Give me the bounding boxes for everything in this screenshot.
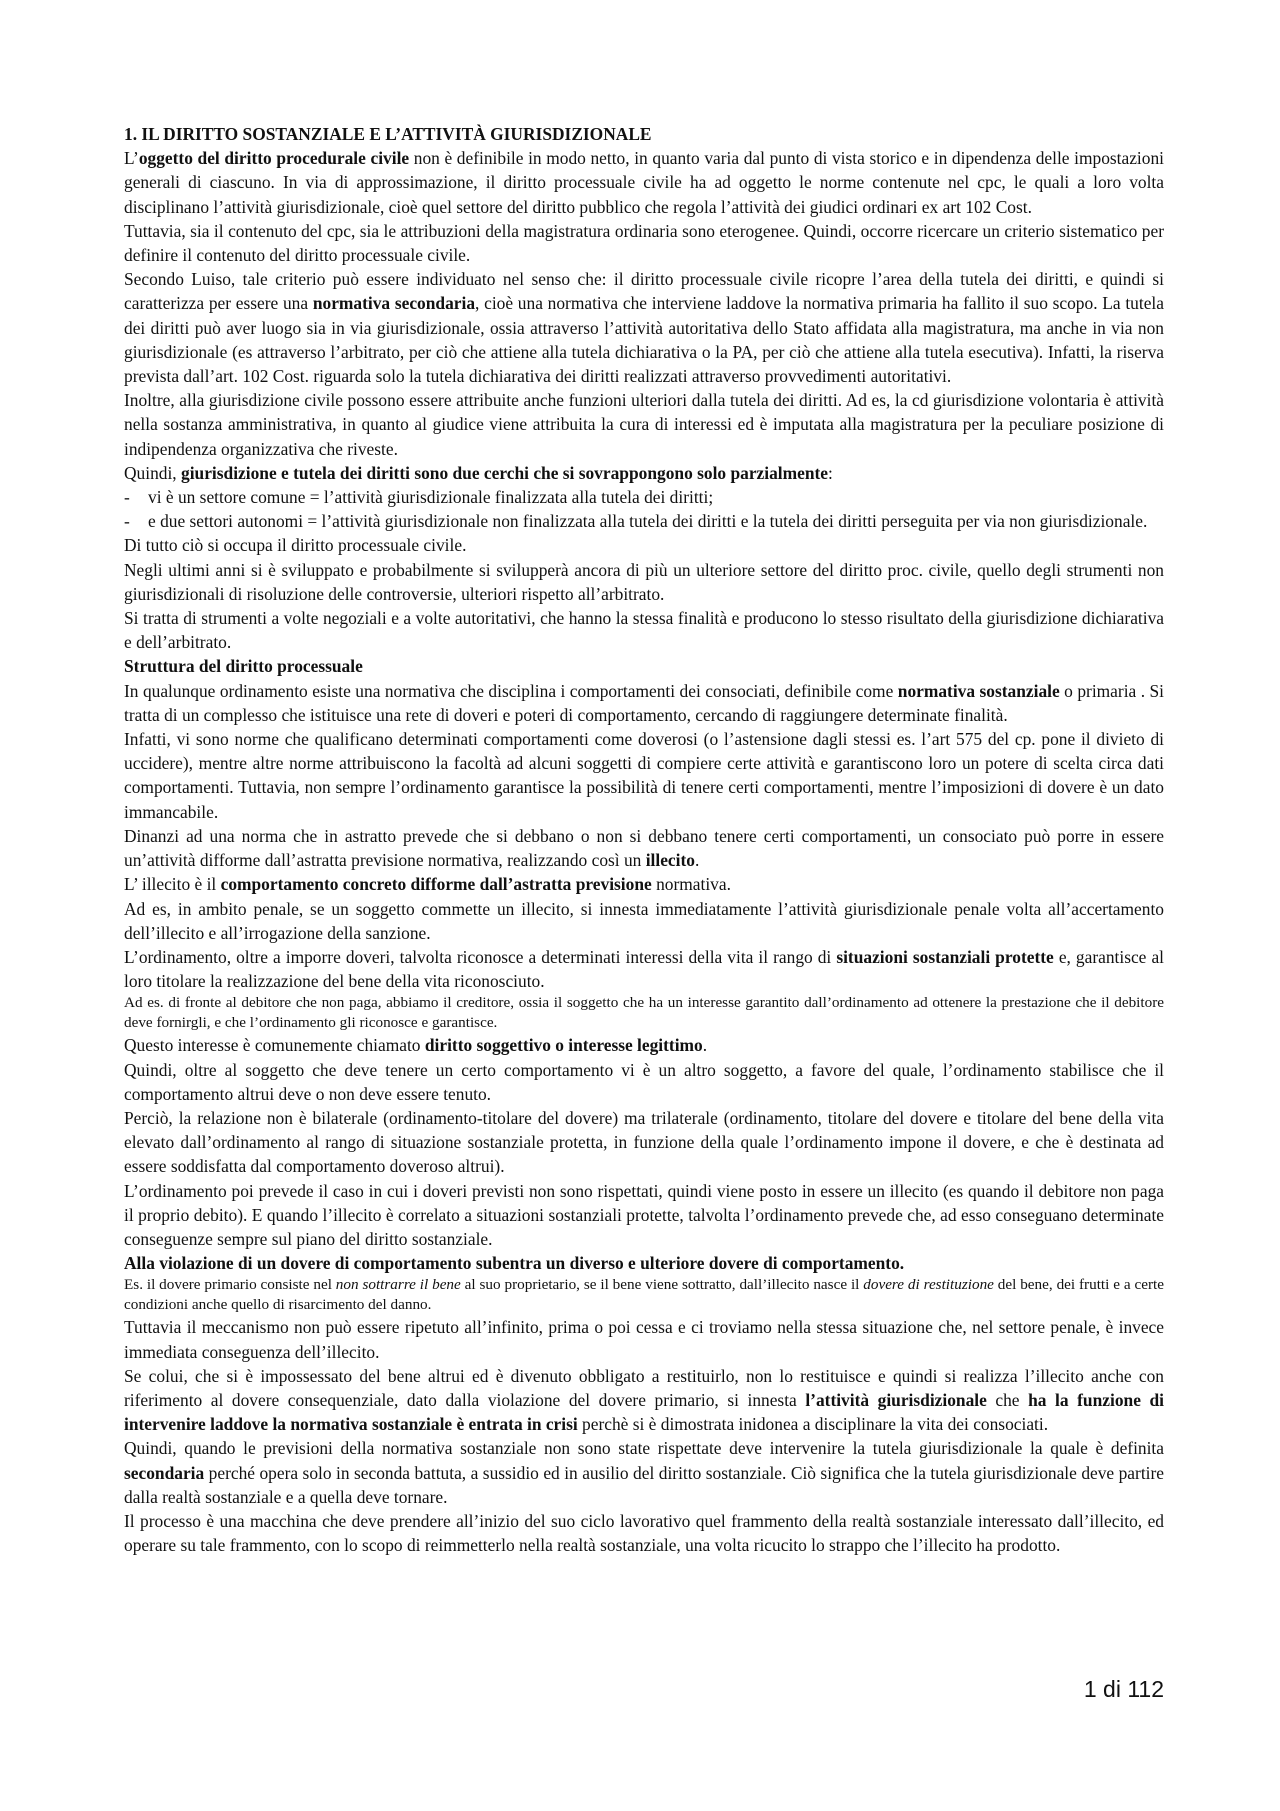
paragraph: Se colui, che si è impossessato del bene altrui ed è divenuto obbligato a restituirlo, non lo restituisce e quindi si realizza l’illecito anche con riferimento al dovere consequenziale, dato dalla violazione del dovere primario, si innesta l’attività giurisdizionale che ha la funzione di intervenire laddove la normativa sostanziale è entrata in crisi perchè si è dimostrata inidonea a disciplinare la vita dei consociati. xyxy=(124,1365,1164,1435)
paragraph: Perciò, la relazione non è bilaterale (ordinamento-titolare del dovere) ma trilaterale (ordinamento, titolare del dovere e titolare del bene della vita elevato dall’ordinamento al rango di situazione sostanziale protetta, in funzione della quale l’ordinamento impone il dovere, e che è destinata ad essere soddisfatta dal comportamento doveroso altrui). xyxy=(124,1107,1164,1177)
paragraph: Di tutto ciò si occupa il diritto processuale civile. xyxy=(124,535,467,556)
document-page xyxy=(124,122,1164,1557)
paragraph: In qualunque ordinamento esiste una normativa che disciplina i comportamenti dei consociati, definibile come normativa sostanziale o primaria . Si tratta di un complesso che istituisce una rete di doveri e poteri di comportamento, cercando di raggiungere determinate finalità. xyxy=(124,680,1165,725)
paragraph: Negli ultimi anni si è sviluppato e probabilmente si svilupperà ancora di più un ulteriore settore del diritto proc. civile, quello degli strumenti non giurisdizionali di risoluzione delle controversie, ulteriori rispetto all’arbitrato. xyxy=(124,559,1164,604)
paragraph: Secondo Luiso, tale criterio può essere individuato nel senso che: il diritto processuale civile ricopre l’area della tutela dei diritti, e quindi si caratterizza per essere una normativa secondaria, cioè una normativa che interviene laddove la normativa primaria ha fallito il suo scopo. La tutela dei diritti può aver luogo sia in via giurisdizionale, ossia attraverso l’attività autoritativa dello Stato affidata alla magistratura, ma anche in via non giurisdizionale (es attraverso l’arbitrato, per ciò che attiene alla tutela dichiarativa o la PA, per ciò che attiene alla tutela esecutiva). Infatti, la riserva prevista dall’art. 102 Cost. riguarda solo la tutela dichiarativa dei diritti realizzati attraverso provvedimenti autoritativi. xyxy=(124,269,1164,387)
paragraph: Dinanzi ad una norma che in astratto prevede che si debbano o non si debbano tenere certi comportamenti, un consociato può porre in essere un’attività difforme dall’astratta previsione normativa, realizzando così un illecito. xyxy=(124,825,1164,871)
paragraph: L’ordinamento, oltre a imporre doveri, talvolta riconosce a determinati interessi della vita il rango di situazioni sostanziali protette e, garantisce al loro titolare la realizzazione del bene della vita riconosciuto. xyxy=(124,946,1164,992)
example-note: Ad es. di fronte al debitore che non paga, abbiamo il creditore, ossia il soggetto che ha un interesse garantito dall’ordinamento ad ottenere la prestazione che il debitore deve fornirgli, e che l’ordinamento gli riconosce e garantisce. xyxy=(124,994,1164,1032)
section-title: 1. IL DIRITTO SOSTANZIALE E L’ATTIVITÀ GIURISDIZIONALE xyxy=(124,124,652,144)
subheading: Struttura del diritto processuale xyxy=(124,656,363,677)
example-note: Es. il dovere primario consiste nel non sottrarre il bene al suo proprietario, se il bene viene sottratto, dall’illecito nasce il dovere di restituzione del bene, dei frutti e a certe condizioni anche quello di risarcimento del danno. xyxy=(124,1276,1164,1314)
paragraph: L’oggetto del diritto procedurale civile non è definibile in modo netto, in quanto varia dal punto di vista storico e in dipendenza delle impostazioni generali di ciascuno. In via di approssimazione, il diritto processuale civile ha ad oggetto le norme contenute nel cpc, le quali a loro volta disciplinano l’attività giurisdizionale, cioè quel settore del diritto pubblico che regola l’attività dei giudici ordinari ex art 102 Cost. xyxy=(124,148,1164,217)
page-number: 1 di 112 xyxy=(1083,1676,1164,1702)
paragraph: Si tratta di strumenti a volte negoziali e a volte autoritativi, che hanno la stessa finalità e producono lo stesso risultato della giurisdizione dichiarativa e dell’arbitrato. xyxy=(124,608,1164,653)
paragraph: Tuttavia, sia il contenuto del cpc, sia le attribuzioni della magistratura ordinaria sono eterogenee. Quindi, occorre ricercare un criterio sistematico per definire il contenuto del diritto processuale civile. xyxy=(124,220,1164,266)
paragraph: Questo interesse è comunemente chiamato diritto soggettivo o interesse legittimo. xyxy=(124,1035,708,1056)
list-item: - e due settori autonomi = l’attività giurisdizionale non finalizzata alla tutela dei diritti e la tutela dei diritti perseguita per via non giurisdizionale. xyxy=(124,509,1164,533)
paragraph: L’ illecito è il comportamento concreto difforme dall’astratta previsione normativa. xyxy=(124,874,731,895)
paragraph: L’ordinamento poi prevede il caso in cui i doveri previsti non sono rispettati, quindi viene posto in essere un illecito (es quando il debitore non paga il proprio debito). E quando l’illecito è correlato a situazioni sostanziali protette, talvolta l’ordinamento prevede che, ad esso conseguano determinate conseguenze sempre sul piano del diritto sostanziale. xyxy=(124,1180,1164,1249)
paragraph: Tuttavia il meccanismo non può essere ripetuto all’infinito, prima o poi cessa e ci troviamo nella stessa situazione che, nel settore penale, è invece immediata conseguenza dell’illecito. xyxy=(124,1317,1164,1362)
bold-statement: Alla violazione di un dovere di comportamento subentra un diverso e ulteriore dovere di comportamento. xyxy=(124,1253,905,1274)
paragraph: Quindi, quando le previsioni della normativa sostanziale non sono state rispettate deve intervenire la tutela giurisdizionale la quale è definita secondaria perché opera solo in seconda battuta, a sussidio ed in ausilio del diritto sostanziale. Ciò significa che la tutela giurisdizionale deve partire dalla realtà sostanziale e a quella deve tornare. xyxy=(124,1438,1164,1507)
paragraph: Il processo è una macchina che deve prendere all’inizio del suo ciclo lavorativo quel frammento della realtà sostanziale interessato dall’illecito, ed operare su tale frammento, con lo scopo di reimmetterlo nella realtà sostanziale, una volta ricucito lo strappo che l’illecito ha prodotto. xyxy=(124,1510,1164,1556)
paragraph: Inoltre, alla giurisdizione civile possono essere attribuite anche funzioni ulteriori dalla tutela dei diritti. Ad es, la cd giurisdizione volontaria è attività nella sostanza amministrativa, in quanto al giudice viene attribuita la cura di interessi ed è imputata alla magistratura per la peculiare posizione di indipendenza organizzativa che riveste. xyxy=(124,390,1164,459)
paragraph: Quindi, oltre al soggetto che deve tenere un certo comportamento vi è un altro soggetto, a favore del quale, l’ordinamento stabilisce che il comportamento altrui deve o non deve essere tenuto. xyxy=(124,1059,1164,1104)
paragraph: Ad es, in ambito penale, se un soggetto commette un illecito, si innesta immediatamente l’attività giurisdizionale penale volta all’accertamento dell’illecito e all’irrogazione della sanzione. xyxy=(124,898,1164,943)
list-item: - vi è un settore comune = l’attività giurisdizionale finalizzata alla tutela dei diritti; xyxy=(124,485,1164,509)
dash-list xyxy=(124,485,1164,533)
paragraph: Quindi, giurisdizione e tutela dei diritti sono due cerchi che si sovrappongono solo parzialmente: xyxy=(124,462,833,483)
paragraph: Infatti, vi sono norme che qualificano determinati comportamenti come doverosi (o l’astensione dagli stessi es. l’art 575 del cp. pone il divieto di uccidere), mentre altre norme attribuiscono la facoltà ad alcuni soggetti di compiere certe attività e garantiscono loro un potere di scelta circa dati comportamenti. Tuttavia, non sempre l’ordinamento garantisce la possibilità di tenere certi comportamenti, mentre l’imposizioni di dovere è un dato immancabile. xyxy=(124,729,1164,822)
